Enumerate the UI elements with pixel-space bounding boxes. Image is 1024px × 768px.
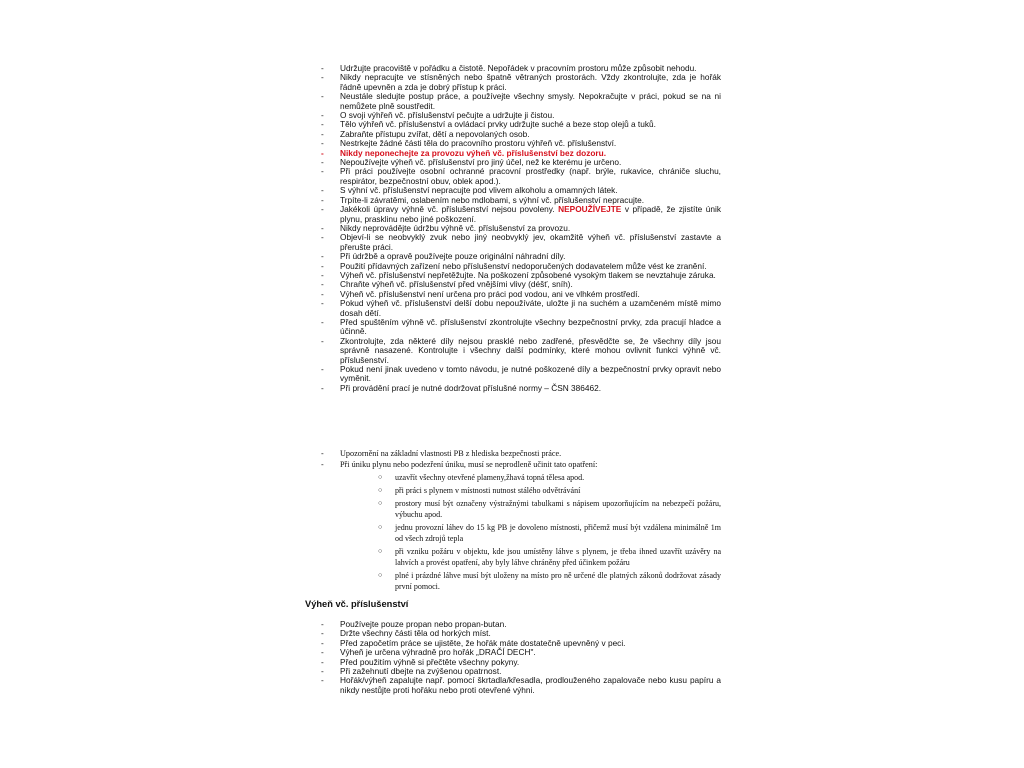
sub-list-item: ○ plné i prázdné láhve musí být uloženy na místo pro ně určené dle platných zákonů dodržovat zásady první pomoci. [360, 570, 721, 592]
list-item: - S výhní vč. příslušenství nepracujte pod vlivem alkoholu a omamných látek. [305, 186, 721, 195]
list-item: - Používejte pouze propan nebo propan-butan. [305, 620, 721, 629]
list-item: - Před použitím výhně si přečtěte všechny pokyny. [305, 658, 721, 667]
gas-safety-list [305, 449, 721, 594]
text: v případě, že zjistíte únik plynu, prasklinu nebo jiné poškození. [340, 204, 721, 224]
sub-list-item: ○ při vzniku požáru v objektu, kde jsou umístěny láhve s plynem, je třeba ihned uzavřít uzávěry na lahvích a provést opatření, aby byly láhve chráněny před účinkem požáru [360, 546, 721, 568]
list-item: - O svoji výhřeň vč. příslušenství pečujte a udržujte ji čistou. [305, 111, 721, 120]
list-item: - Při práci používejte osobní ochranné pracovní prostředky (např. brýle, rukavice, chrániče sluchu, respirátor, bezpečnostní obuv, oblek apod.). [305, 167, 721, 186]
usage-list [305, 620, 721, 695]
list-item: - Před spuštěním výhně vč. příslušenství zkontrolujte všechny bezpečnostní prvky, zda pracují hladce a účinně. [305, 318, 721, 337]
list-item: - Před započetím práce se ujistěte, že hořák máte dostatečně upevněný v peci. [305, 639, 721, 648]
list-item: - Udržujte pracoviště v pořádku a čistotě. Nepořádek v pracovním prostoru může způsobit nehodu. [305, 64, 721, 73]
list-item: - Při údržbě a opravě používejte pouze originální náhradní díly. [305, 252, 721, 261]
sub-list [340, 472, 721, 592]
list-item: - Upozornění na základní vlastnosti PB z hlediska bezpečnosti práce. [305, 449, 721, 460]
warning-word: NEPOUŽÍVEJTE [558, 204, 622, 215]
list-item-text: Při úniku plynu nebo podezření úniku, musí se neprodleně učinit tato opatření: [340, 459, 598, 469]
warning-list-item: - Nikdy neponechejte za provozu výheň vč. příslušenství bez dozoru. [305, 149, 721, 158]
list-item: - Výheň vč. příslušenství není určena pro práci pod vodou, ani ve vlhkém prostředí. [305, 290, 721, 299]
list-item: - Výheň je určena výhradně pro hořák „DRAČÍ DECH". [305, 648, 721, 657]
list-item: - Držte všechny části těla od horkých míst. [305, 629, 721, 638]
list-item: - Použití přídavných zařízení nebo příslušenství nedoporučených dodavatelem může vést ke zranění. [305, 262, 721, 271]
list-item [305, 205, 721, 224]
list-item: - Zkontrolujte, zda některé díly nejsou prasklé nebo zadřené, přesvědčte se, že všechny díly jsou správně nasazené. Kontrolujte i všechny další podmínky, které mohou ovlivnit funkci výhně vč. příslušenství. [305, 337, 721, 365]
list-item: - Neustále sledujte postup práce, a používejte všechny smysly. Nepokračujte v práci, pokud se na ni nemůžete plně soustředit. [305, 92, 721, 111]
list-item: - Nikdy neprovádějte údržbu výhně vč. příslušenství za provozu. [305, 224, 721, 233]
list-item: - Pokud není jinak uvedeno v tomto návodu, je nutné poškozené díly a bezpečnostní prvky opravit nebo vyměnit. [305, 365, 721, 384]
list-item: - Nikdy nepracujte ve stísněných nebo špatně větraných prostorách. Vždy zkontrolujte, zda je hořák řádně upevněn a zda je dobrý přístup k práci. [305, 73, 721, 92]
list-item: - Chraňte výheň vč. příslušenství před vnějšími vlivy (déšť, sníh). [305, 280, 721, 289]
sub-list-item: ○ prostory musí být označeny výstražnými tabulkami s nápisem upozorňujícím na nebezpečí požáru, výbuchu apod. [360, 498, 721, 520]
list-item: - Při provádění prací je nutné dodržovat příslušné normy – ČSN 386462. [305, 384, 721, 393]
sub-list-item: ○ jednu provozní láhev do 15 kg PB je dovoleno místnosti, přičemž musí být vzdálena minimálně 1m od všech zdrojů tepla [360, 522, 721, 544]
list-item: - Hořák/výheň zapalujte např. pomocí škrtadla/křesadla, prodlouženého zapalovače nebo kusu papíru a nikdy nestůjte proti hořáku nebo proti otevřené výhni. [305, 676, 721, 695]
list-item [305, 460, 721, 592]
sub-list-item: ○ při práci s plynem v místnosti nutnost stálého odvětrávání [360, 485, 721, 496]
section-heading: Výheň vč. příslušenství [305, 599, 409, 609]
list-item: - Tělo výhřeň vč. příslušenství a ovládací prvky udržujte suché a beze stop olejů a tuků. [305, 120, 721, 129]
safety-list [305, 64, 721, 393]
list-item: - Při zažehnutí dbejte na zvýšenou opatrnost. [305, 667, 721, 676]
list-item: - Nestrkejte žádné části těla do pracovního prostoru výhřeň vč. příslušenství. [305, 139, 721, 148]
list-item: - Zabraňte přístupu zvířat, dětí a nepovolaných osob. [305, 130, 721, 139]
list-item: - Nepoužívejte výheň vč. příslušenství pro jiný účel, než ke kterému je určeno. [305, 158, 721, 167]
list-item: - Výheň vč. příslušenství nepřetěžujte. Na poškození způsobené vysokým tlakem se nevztahuje záruka. [305, 271, 721, 280]
sub-list-item: ○ uzavřít všechny otevřené plameny,žhavá topná tělesa apod. [360, 472, 721, 483]
text: Jakékoli úpravy výhně vč. příslušenství nejsou povoleny. [340, 204, 559, 215]
list-item: - Trpíte-li závratěmi, oslabením nebo mdlobami, s výhní vč. příslušenství nepracujte. [305, 196, 721, 205]
list-item: - Pokud výheň vč. příslušenství delší dobu nepoužíváte, uložte ji na suchém a uzamčeném místě mimo dosah dětí. [305, 299, 721, 318]
list-item: - Objeví-li se neobvyklý zvuk nebo jiný neobvyklý jev, okamžitě výheň vč. příslušenství zastavte a přerušte práci. [305, 233, 721, 252]
